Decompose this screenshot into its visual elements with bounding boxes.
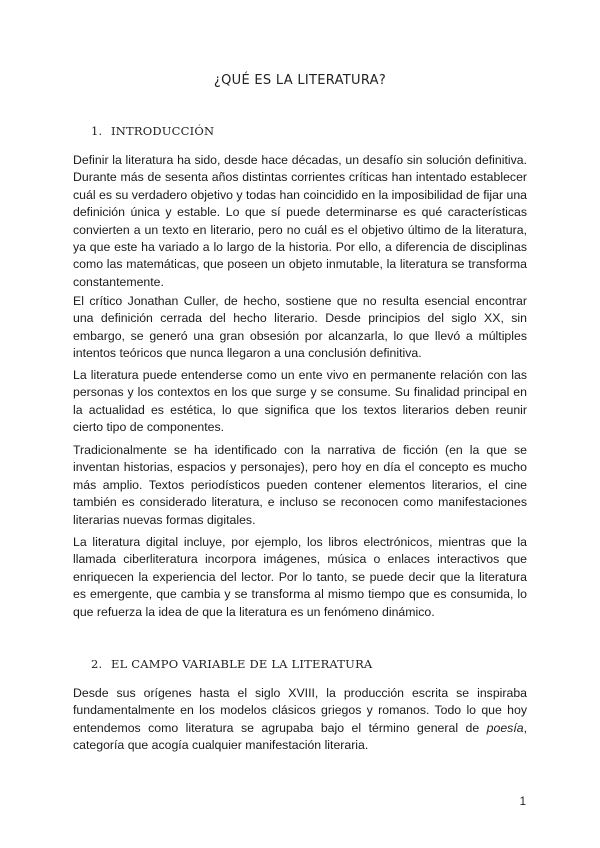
- page-number: 1: [519, 796, 526, 808]
- section-number: 2.: [91, 657, 103, 671]
- paragraph: El crítico Jonathan Culler, de hecho, sostiene que no resulta esencial encontrar una definición cerrada del hecho literario. Desde principios del siglo XX, sin embargo, se generó una gran obsesión por alcanzarla, lo que llevó a múltiples intentos teóricos que nunca llegaron a una conclusión definitiva.: [73, 294, 527, 361]
- section-heading-campo-variable: [91, 657, 372, 671]
- paragraph: Tradicionalmente se ha identificado con la narrativa de ficción (en la que se inventan historias, espacios y personajes), pero hoy en día el concepto es mucho más amplio. Textos periodísticos pueden contener elementos literarios, el cine también es considerado literatura, e incluso se reconocen como manifestaciones literarias nuevas formas digitales.: [73, 443, 527, 527]
- document-title: ¿QUÉ ES LA LITERATURA?: [213, 73, 387, 88]
- italic-term: poesía: [486, 720, 524, 735]
- paragraph-text: , categoría que acogía cualquier manifestación literaria.: [73, 720, 527, 753]
- paragraph: La literatura digital incluye, por ejemplo, los libros electrónicos, mientras que la llamada ciberliteratura incorpora imágenes, música o enlaces interactivos que enriquecen la experiencia del lector. Por lo tanto, se puede decir que la literatura es emergente, que cambia y se transforma al mismo tiempo que es consumida, lo que refuerza la idea de que la literatura es un fenómeno dinámico.: [73, 535, 527, 619]
- paragraph: Definir la literatura ha sido, desde hace décadas, un desafío sin solución definitiva. Durante más de sesenta años distintas corrientes críticas han intentado establecer cuál es su verdadero objetivo y todas han coincidido en la imposibilidad de fijar una definición única y estable. Lo que sí puede determinarse es qué características convierten a un texto en literario, pero no cuál es el objetivo último de la literatura, ya que este ha variado a lo largo de la historia. Por ello, a diferencia de disciplinas como las matemáticas, que poseen un objeto inmutable, la literatura se transforma constantemente.: [73, 153, 527, 289]
- section-number: 1.: [91, 124, 103, 138]
- section-title: INTRODUCCIÓN: [111, 124, 215, 138]
- section-heading-introduccion: [91, 124, 214, 138]
- paragraph-text: Desde sus orígenes hasta el siglo XVIII, la producción escrita se inspiraba fundamentalmente en los modelos clásicos griegos y romanos. Todo lo que hoy entendemos como literatura se agrupaba bajo el término general de: [73, 686, 527, 735]
- paragraph: La literatura puede entenderse como un ente vivo en permanente relación con las personas y los contextos en los que surge y se consume. Su finalidad principal en la actualidad es estética, lo que significa que los textos literarios deben reunir cierto tipo de componentes.: [73, 368, 527, 435]
- section-title: EL CAMPO VARIABLE DE LA LITERATURA: [111, 657, 373, 671]
- paragraph: [73, 685, 527, 755]
